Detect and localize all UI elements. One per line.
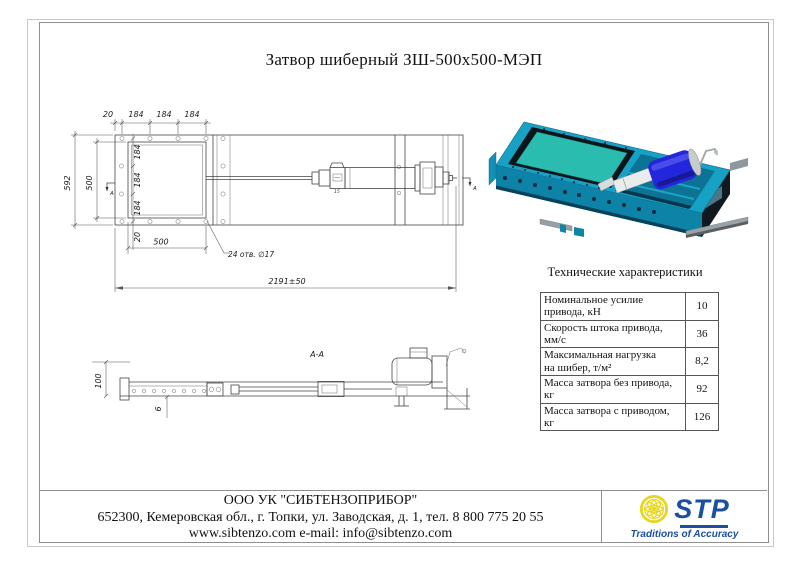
dimensions-left bbox=[63, 131, 126, 229]
specs-title: Технические характеристики bbox=[547, 265, 703, 279]
actuator-top-view bbox=[206, 162, 457, 195]
dimensions-side bbox=[92, 360, 169, 418]
gate-body-side bbox=[120, 378, 470, 400]
table-row bbox=[541, 348, 719, 376]
table-row bbox=[541, 320, 719, 348]
stp-emblem-icon bbox=[639, 494, 669, 524]
spec-value: 36 bbox=[686, 320, 719, 348]
svg-text:184: 184 bbox=[128, 110, 144, 119]
spec-label: Масса затвора без привода, кг bbox=[541, 375, 686, 403]
hanging-tab bbox=[574, 227, 584, 237]
table-row bbox=[541, 293, 719, 321]
dimensions-inner bbox=[131, 134, 142, 250]
top-view-drawing bbox=[55, 100, 485, 300]
spec-label: Скорость штока привода, мм/с bbox=[541, 320, 686, 348]
svg-text:184: 184 bbox=[133, 200, 142, 216]
spec-label: Номинальное усилие привода, кН bbox=[541, 293, 686, 321]
svg-text:А: А bbox=[473, 186, 477, 192]
logo-tagline: Traditions of Accuracy bbox=[630, 528, 739, 540]
svg-text:А: А bbox=[110, 191, 114, 197]
svg-text:А-А: А-А bbox=[310, 350, 324, 359]
footer bbox=[40, 490, 767, 542]
hanging-tab bbox=[560, 224, 566, 233]
side-view-drawing bbox=[55, 330, 485, 425]
svg-text:20: 20 bbox=[102, 110, 114, 119]
table-row bbox=[541, 403, 719, 431]
svg-text:500: 500 bbox=[153, 237, 169, 247]
company-info bbox=[40, 491, 601, 542]
svg-text:24 отв. ∅17: 24 отв. ∅17 bbox=[228, 250, 275, 259]
left-flange-tab bbox=[489, 152, 496, 185]
dimensions-top bbox=[103, 110, 211, 134]
svg-text:592: 592 bbox=[63, 175, 72, 191]
logo-underline bbox=[680, 525, 728, 528]
svg-text:20: 20 bbox=[133, 231, 142, 243]
logo-block bbox=[601, 491, 767, 542]
svg-text:500: 500 bbox=[85, 175, 94, 191]
page-title: Затвор шиберный ЗШ-500х500-МЭП bbox=[265, 50, 543, 69]
specs-table bbox=[540, 292, 719, 431]
dimensions-bottom bbox=[126, 221, 274, 259]
company-address: 652300, Кемеровская обл., г. Топки, ул. Заводская, д. 1, тел. 8 800 775 20 55 bbox=[97, 509, 544, 525]
svg-text:2191±50: 2191±50 bbox=[268, 277, 306, 286]
svg-text:15: 15 bbox=[334, 190, 340, 195]
bolt-holes-top-view bbox=[119, 136, 400, 223]
foot-left bbox=[540, 219, 572, 231]
spec-label: Максимальная нагрузка на шибер, т/м² bbox=[541, 348, 686, 376]
spec-value: 92 bbox=[686, 375, 719, 403]
section-marker-left bbox=[106, 183, 116, 197]
spec-value: 126 bbox=[686, 403, 719, 431]
spec-label: Масса затвора с приводом, кг bbox=[541, 403, 686, 431]
svg-text:100: 100 bbox=[94, 373, 103, 389]
svg-text:6: 6 bbox=[154, 406, 163, 412]
svg-text:184: 184 bbox=[133, 144, 142, 160]
drive-motor-side bbox=[392, 348, 470, 409]
company-name: ООО УК "СИБТЕНЗОПРИБОР" bbox=[223, 493, 418, 508]
section-marker-right bbox=[462, 178, 477, 192]
spec-value: 8,2 bbox=[686, 348, 719, 376]
product-render-3d bbox=[483, 100, 775, 250]
spec-value: 10 bbox=[686, 293, 719, 321]
company-contacts: www.sibtenzo.com e-mail: info@sibtenzo.com bbox=[188, 526, 453, 541]
logo-text: STP bbox=[674, 493, 730, 524]
right-tab bbox=[730, 158, 748, 171]
svg-text:184: 184 bbox=[184, 110, 200, 119]
svg-text:184: 184 bbox=[156, 110, 172, 119]
table-row bbox=[541, 375, 719, 403]
svg-text:184: 184 bbox=[133, 172, 142, 188]
